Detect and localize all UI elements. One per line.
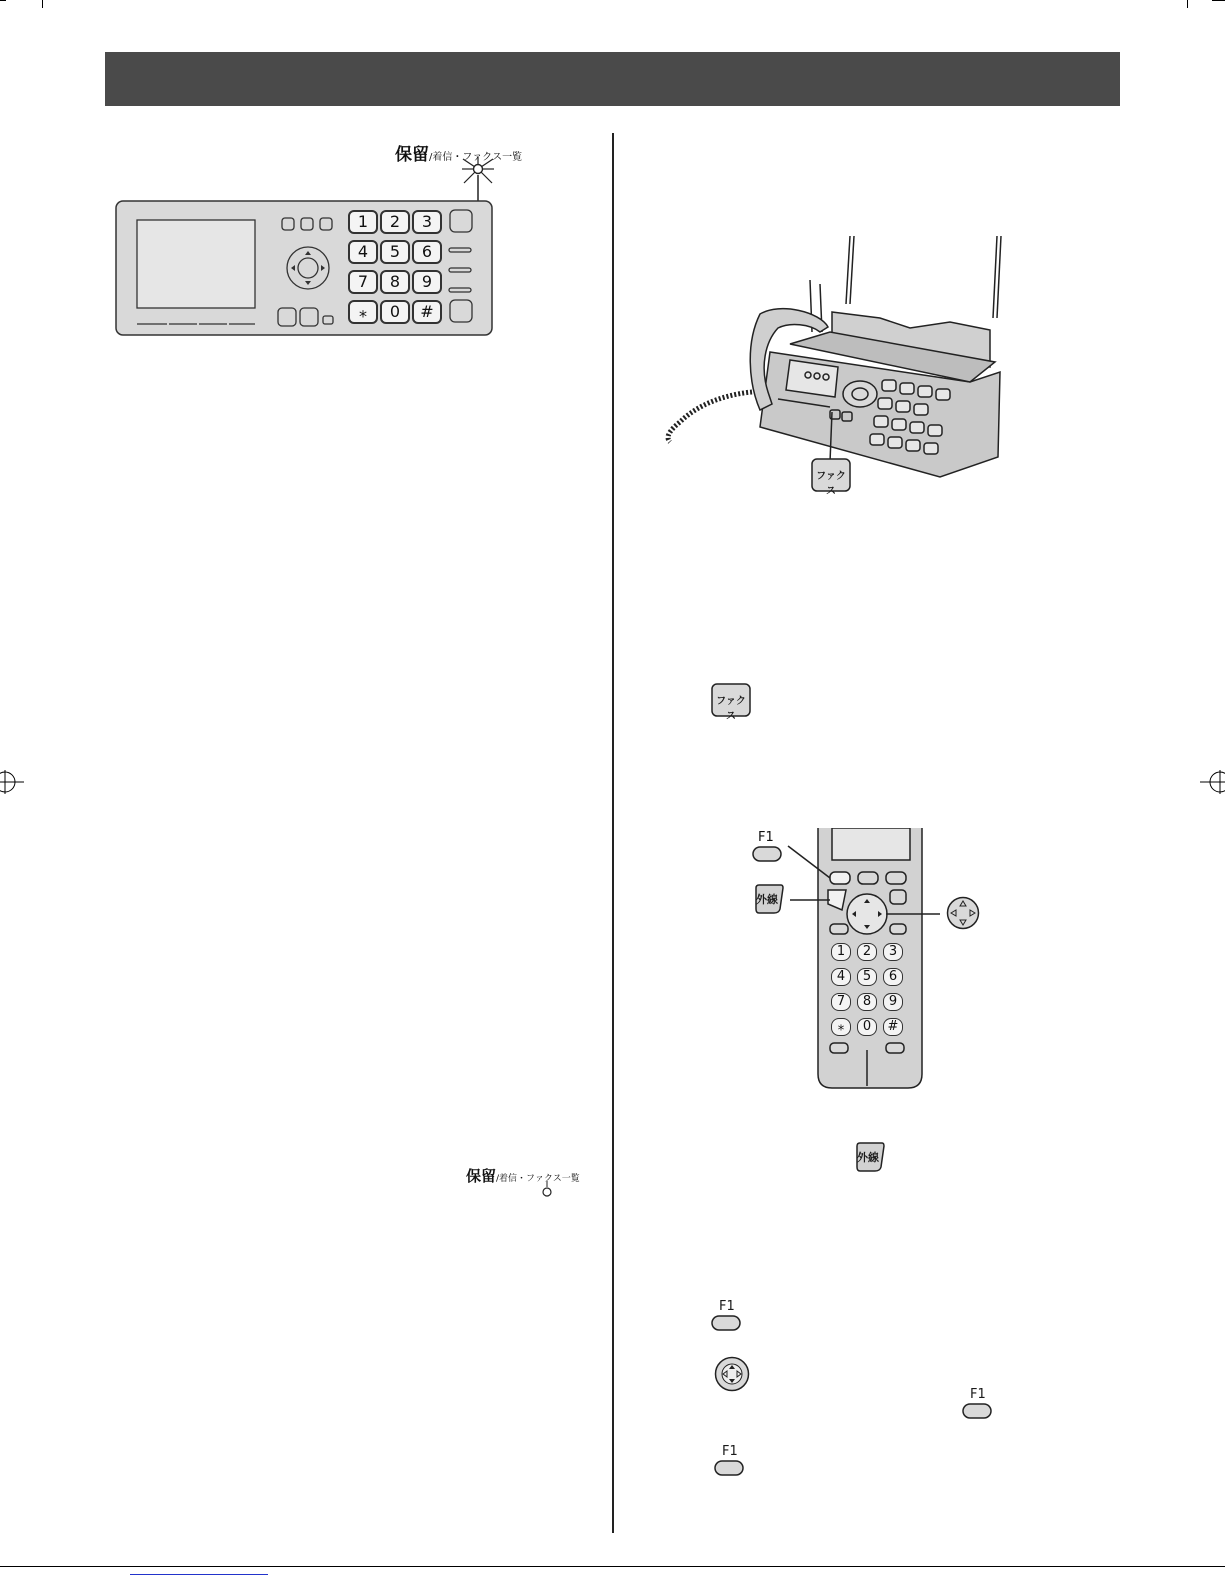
keypad-key-hash[interactable]: # — [412, 300, 442, 324]
crop-mark-top-left — [0, 0, 6, 1]
step-f1-button-3 — [714, 1444, 746, 1476]
hold-lamp-icon — [541, 1181, 553, 1199]
bottom-rule — [0, 1566, 1225, 1567]
keypad-key-1[interactable]: 1 — [348, 210, 378, 234]
handset-key-3[interactable]: 3 — [883, 943, 903, 961]
fax-button-callout-label: ファクス — [816, 471, 846, 497]
hold-label-main-small: 保留 — [466, 1167, 497, 1185]
step-f1-label-1: F1 — [719, 1299, 735, 1314]
handset-key-hash[interactable]: # — [883, 1018, 903, 1036]
outside-line-callout-icon — [754, 884, 784, 914]
step-f1-button-1 — [711, 1299, 743, 1331]
column-divider — [612, 133, 614, 1533]
keypad-key-9[interactable]: 9 — [412, 270, 442, 294]
handset-key-star[interactable]: ⁎ — [831, 1018, 851, 1036]
keypad-key-5[interactable]: 5 — [380, 240, 410, 264]
outside-line-button-icon — [855, 1142, 885, 1172]
outside-line-inline-label: 外線 — [857, 1151, 879, 1164]
f1-button-callout — [752, 830, 784, 862]
step-f1-label-3: F1 — [722, 1444, 738, 1459]
fax-button-inline-label: ファクス — [716, 696, 746, 722]
keypad-key-6[interactable]: 6 — [412, 240, 442, 264]
registration-mark-right — [1200, 770, 1225, 794]
footer-link-underline — [130, 1574, 268, 1575]
handset-key-9[interactable]: 9 — [883, 993, 903, 1011]
hold-button-label-small — [466, 1165, 580, 1186]
keypad-key-8[interactable]: 8 — [380, 270, 410, 294]
handset-key-2[interactable]: 2 — [857, 943, 877, 961]
keypad-key-7[interactable]: 7 — [348, 270, 378, 294]
crop-mark-top-left-v — [42, 0, 43, 8]
registration-mark-left — [0, 770, 24, 794]
fax-machine-illustration — [660, 232, 1005, 494]
step-dpad-icon — [714, 1356, 750, 1392]
handset-key-8[interactable]: 8 — [857, 993, 877, 1011]
f1-callout-label: F1 — [758, 830, 774, 845]
hold-label-sub: /着信・ファクス一覧 — [429, 152, 523, 163]
hold-label-main: 保留 — [395, 145, 429, 165]
keypad-key-3[interactable]: 3 — [412, 210, 442, 234]
hold-label-sub-small: /着信・ファクス一覧 — [496, 1174, 580, 1184]
fax-button-callout-icon — [811, 458, 851, 497]
handset-key-0[interactable]: 0 — [857, 1018, 877, 1036]
dpad-callout-icon — [946, 896, 980, 930]
cordless-handset-illustration — [750, 828, 990, 1090]
handset-key-4[interactable]: 4 — [831, 968, 851, 986]
handset-key-7[interactable]: 7 — [831, 993, 851, 1011]
step-f1-button-2 — [962, 1387, 994, 1419]
fax-button-icon — [711, 683, 751, 722]
handset-key-5[interactable]: 5 — [857, 968, 877, 986]
handset-key-1[interactable]: 1 — [831, 943, 851, 961]
crop-mark-top-right — [1187, 0, 1188, 8]
handset-key-6[interactable]: 6 — [883, 968, 903, 986]
outside-line-callout-label: 外線 — [756, 893, 778, 906]
keypad-key-star[interactable]: ⁎ — [348, 300, 378, 324]
section-header-bar — [105, 52, 1120, 106]
step-f1-label-2: F1 — [970, 1387, 986, 1402]
crop-mark-top-right-h — [1212, 0, 1225, 1]
keypad-key-2[interactable]: 2 — [380, 210, 410, 234]
keypad-key-0[interactable]: 0 — [380, 300, 410, 324]
base-unit-panel — [115, 200, 493, 336]
keypad-key-4[interactable]: 4 — [348, 240, 378, 264]
